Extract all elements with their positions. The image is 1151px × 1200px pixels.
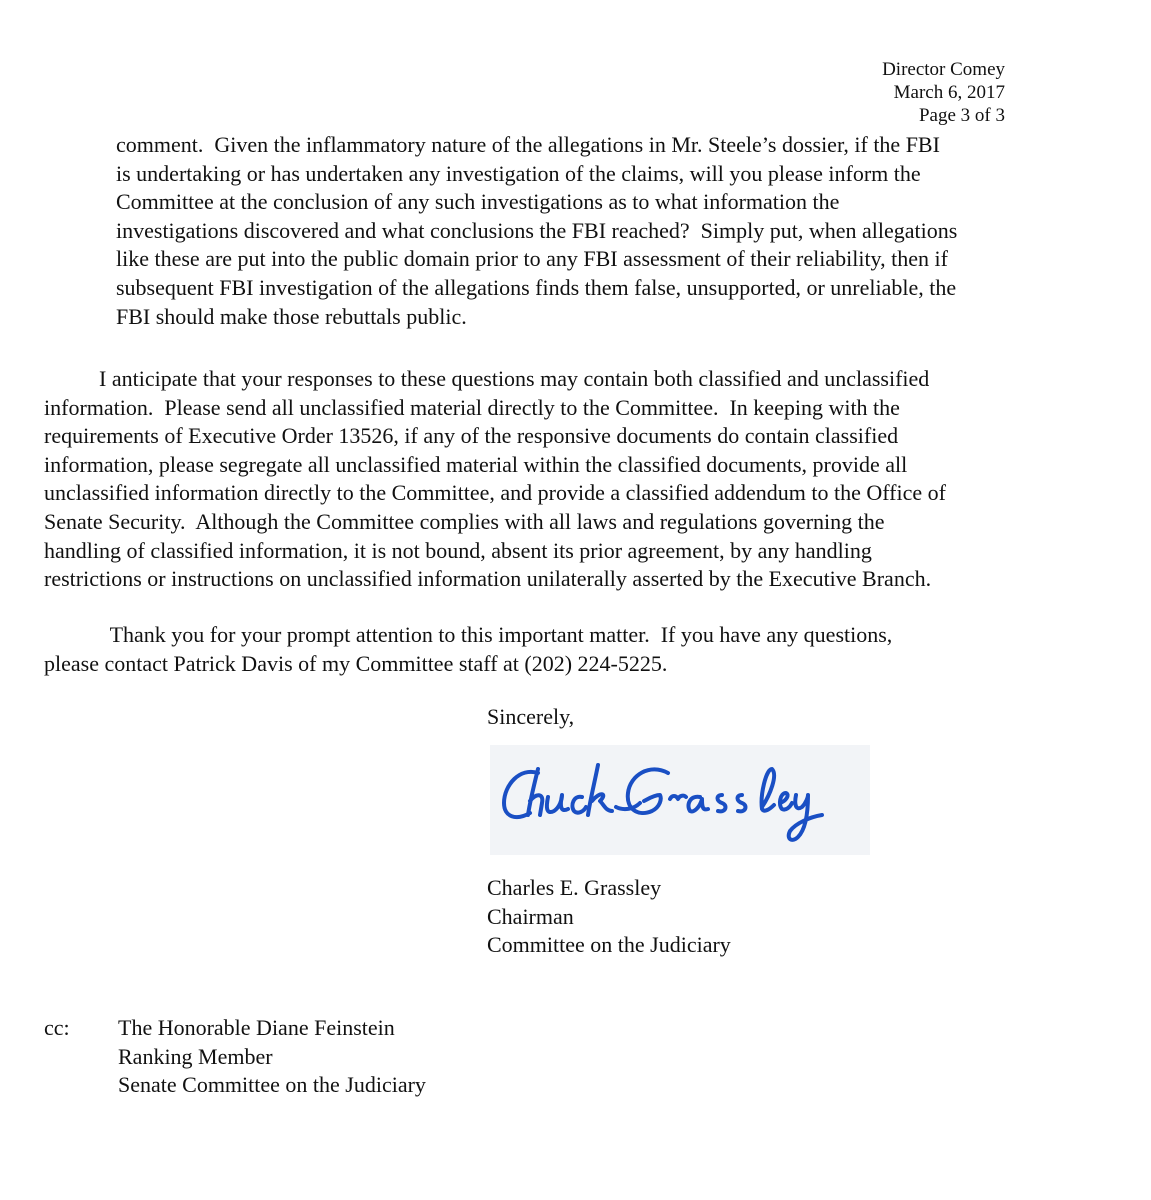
header-recipient: Director Comey xyxy=(882,59,1005,80)
paragraph-line: please contact Patrick Davis of my Committee staff at (202) 224-5225. xyxy=(44,650,668,676)
cc-line: Senate Committee on the Judiciary xyxy=(118,1072,426,1097)
signature-drawing xyxy=(490,745,870,855)
cc-line: Ranking Member xyxy=(118,1043,273,1069)
paragraph-line: I anticipate that your responses to these questions may contain both classified and unclassified xyxy=(44,366,930,391)
signature-block xyxy=(487,874,731,960)
signer-committee: Committee on the Judiciary xyxy=(487,932,731,957)
paragraph-line: Committee at the conclusion of any such investigations as to what information the xyxy=(116,189,840,215)
paragraph-line: information. Please send all unclassified material directly to the Committee. In keeping with the xyxy=(44,394,900,420)
paragraph-line: comment. Given the inflammatory nature of the allegations in Mr. Steele’s dossier, if the FBI xyxy=(116,132,940,157)
signer-title: Chairman xyxy=(487,903,574,929)
signer-name: Charles E. Grassley xyxy=(487,875,662,900)
paragraph-classified-info xyxy=(44,365,946,594)
paragraph-line: restrictions or instructions on unclassified information unilaterally asserted by the Executive Branch. xyxy=(44,566,932,592)
paragraph-fbi-investigation xyxy=(116,131,957,331)
paragraph-line: information, please segregate all unclassified material within the classified documents, provide all xyxy=(44,451,908,477)
handwritten-signature xyxy=(490,745,870,855)
paragraph-line: Thank you for your prompt attention to this important matter. If you have any questions, xyxy=(44,622,893,647)
paragraph-line: like these are put into the public domain prior to any FBI assessment of their reliability, then if xyxy=(116,246,948,272)
paragraph-line: subsequent FBI investigation of the allegations finds them false, unsupported, or unreliable, the xyxy=(116,274,957,300)
header-page-number: Page 3 of 3 xyxy=(918,105,1005,126)
paragraph-line: is undertaking or has undertaken any investigation of the claims, will you please inform the xyxy=(116,160,921,186)
cc-recipient xyxy=(118,1014,426,1100)
paragraph-line: investigations discovered and what conclusions the FBI reached? Simply put, when allegations xyxy=(116,217,958,243)
header-date: March 6, 2017 xyxy=(893,82,1005,103)
cc-label: cc: xyxy=(44,1015,70,1040)
paragraph-line: requirements of Executive Order 13526, if any of the responsive documents do contain classified xyxy=(44,423,899,449)
paragraph-line: unclassified information directly to the Committee, and provide a classified addendum to the Office of xyxy=(44,480,946,506)
paragraph-line: FBI should make those rebuttals public. xyxy=(116,303,467,329)
paragraph-line: handling of classified information, it is not bound, absent its prior agreement, by any handling xyxy=(44,537,872,563)
closing-salutation: Sincerely, xyxy=(487,704,575,729)
paragraph-thank-you xyxy=(44,621,892,678)
page-header xyxy=(882,58,1005,127)
paragraph-line: Senate Security. Although the Committee complies with all laws and regulations governing the xyxy=(44,508,885,534)
cc-line: The Honorable Diane Feinstein xyxy=(118,1015,395,1040)
